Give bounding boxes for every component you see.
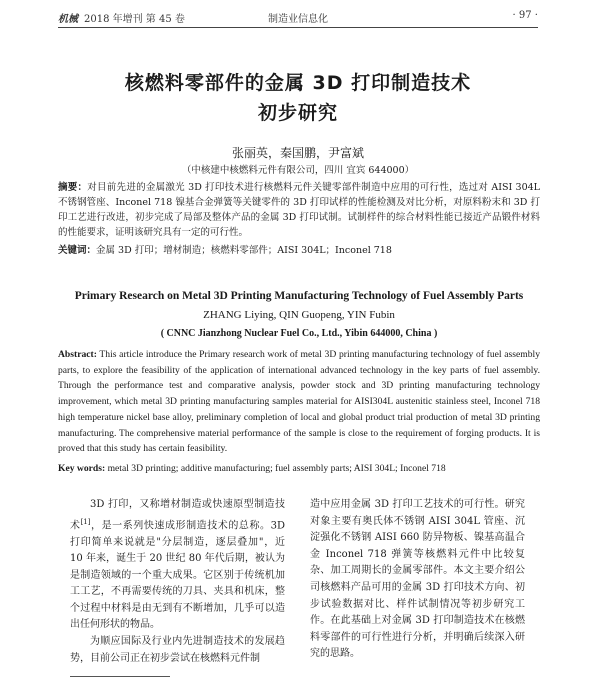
body-paragraph: 造中应用金属 3D 打印工艺技术的可行性。研究对象主要有奥氏体不锈钢 AISI 304L 管座、沉淀强化不锈钢 AISI 660 防异物板、镍基高温合金 Inconel 718 弹簧等核燃料元件中比较复杂、加工周期长的金属零部件。本文主要介绍公司核燃料产品可用的金属 3D 打印技术方向、初步试验数据对比、样件试制情况等初步研究工作。在此基础上对金属 3D 打印制造技术在核燃料零部件的可行性进行分析，并明确后续深入研究的思路。: [310, 499, 525, 660]
page-number: · 97 ·: [512, 10, 538, 21]
body-text: 3D 打印，又称增材制造或快速原型制造技术: [70, 499, 285, 531]
keywords-chinese-text: 金属 3D 打印；增材制造；核燃料零部件；AISI 304L；Inconel 718: [96, 245, 392, 256]
title-english: Primary Research on Metal 3D Printing Manufacturing Technology of Fuel Assembly Parts: [74, 290, 524, 302]
affiliation-chinese: （中核建中核燃料元件有限公司，四川 宜宾 644000）: [181, 165, 415, 176]
abstract-english-text: This article introduce the Primary research work of metal 3D printing manufacturing technology of fuel assembly parts, to explore the feasibility of the application of international advanced technology in the key parts of fuel assembly. Through the performance test and comparative analysis, powder stock and 3D printing manufacturing technology improvement, which metal 3D printing manufacturing samples material for AISI304L austenitic stainless steel, Inconel 718 high temperature nickel base alloy, preliminary completion of local and global product trial production of metal 3D printing manufacturing. The comprehensive material performance of the sample is close to the requirement of forging products. It is proved that this study has certain feasibility.: [58, 349, 540, 455]
authors-chinese: 张丽英，秦国鹏，尹富斌: [231, 146, 364, 160]
journal-name: 机械: [58, 14, 78, 25]
abstract-english: [58, 347, 540, 457]
authors-english: ZHANG Liying, QIN Guopeng, YIN Fubin: [203, 309, 395, 321]
body-paragraph: 为顺应国际及行业内先进制造技术的发展趋势，目前公司正在初步尝试在核燃料元件制: [70, 636, 285, 664]
journal-issue: 2018 年增刊 第 45 卷: [84, 14, 185, 25]
abstract-english-label: Abstract:: [58, 349, 97, 360]
keywords-english-label: Key words:: [58, 463, 106, 474]
header-rule: [58, 27, 538, 28]
abstract-chinese-text: 对目前先进的金属激光 3D 打印技术进行核燃料元件关键零部件制造中应用的可行性，选过对 AISI 304L 不锈钢管座、Inconel 718 镍基合金弹簧等关键零件的 3D 打印试样的性能检测及对比分析，对原料粉末和 3D 打印工艺进行改进，初步完成了局部及整体产品的金属 3D 打印试制。试制样件的综合材料性能已接近产品锻件材料的性能要求，证明该研究具有一定的可行性。: [58, 182, 540, 238]
abstract-chinese-label: 摘要：: [58, 182, 88, 193]
body-text: ，是一系列快速成形制造技术的总称。3D 打印简单来说就是"分层制造，逐层叠加"，近 10 年来，诞生于 20 世纪 80 年代后期，被认为是制造领域的一个重大成果。它区别于传统机加工工艺，不再需要传统的刀具、夹具和机床，整个过程中材料是由无到有不断增加，几乎可以造出任何形状的物品。: [70, 519, 285, 631]
citation-ref[interactable]: [1]: [80, 517, 91, 526]
keywords-chinese-label: 关键词：: [58, 245, 97, 256]
title-chinese: [58, 68, 538, 128]
keywords-english: [58, 461, 540, 476]
affiliation-english: ( CNNC Jianzhong Nuclear Fuel Co., Ltd., Yibin 644000, China ): [160, 328, 438, 339]
abstract-chinese: [58, 180, 540, 240]
keywords-chinese: [58, 243, 540, 258]
footnote-rule: [70, 676, 170, 677]
section-name: 制造业信息化: [268, 14, 328, 25]
body-column-right: [310, 497, 525, 663]
running-header: [58, 8, 538, 24]
body-paragraph: [70, 497, 285, 634]
keywords-english-text: metal 3D printing; additive manufacturing; fuel assembly parts; AISI 304L; Inconel 718: [105, 463, 446, 474]
title-chinese-line2: 初步研究: [257, 102, 338, 124]
title-chinese-line1: 核燃料零部件的金属 3D 打印制造技术: [124, 72, 472, 94]
body-column-left: [70, 497, 285, 667]
